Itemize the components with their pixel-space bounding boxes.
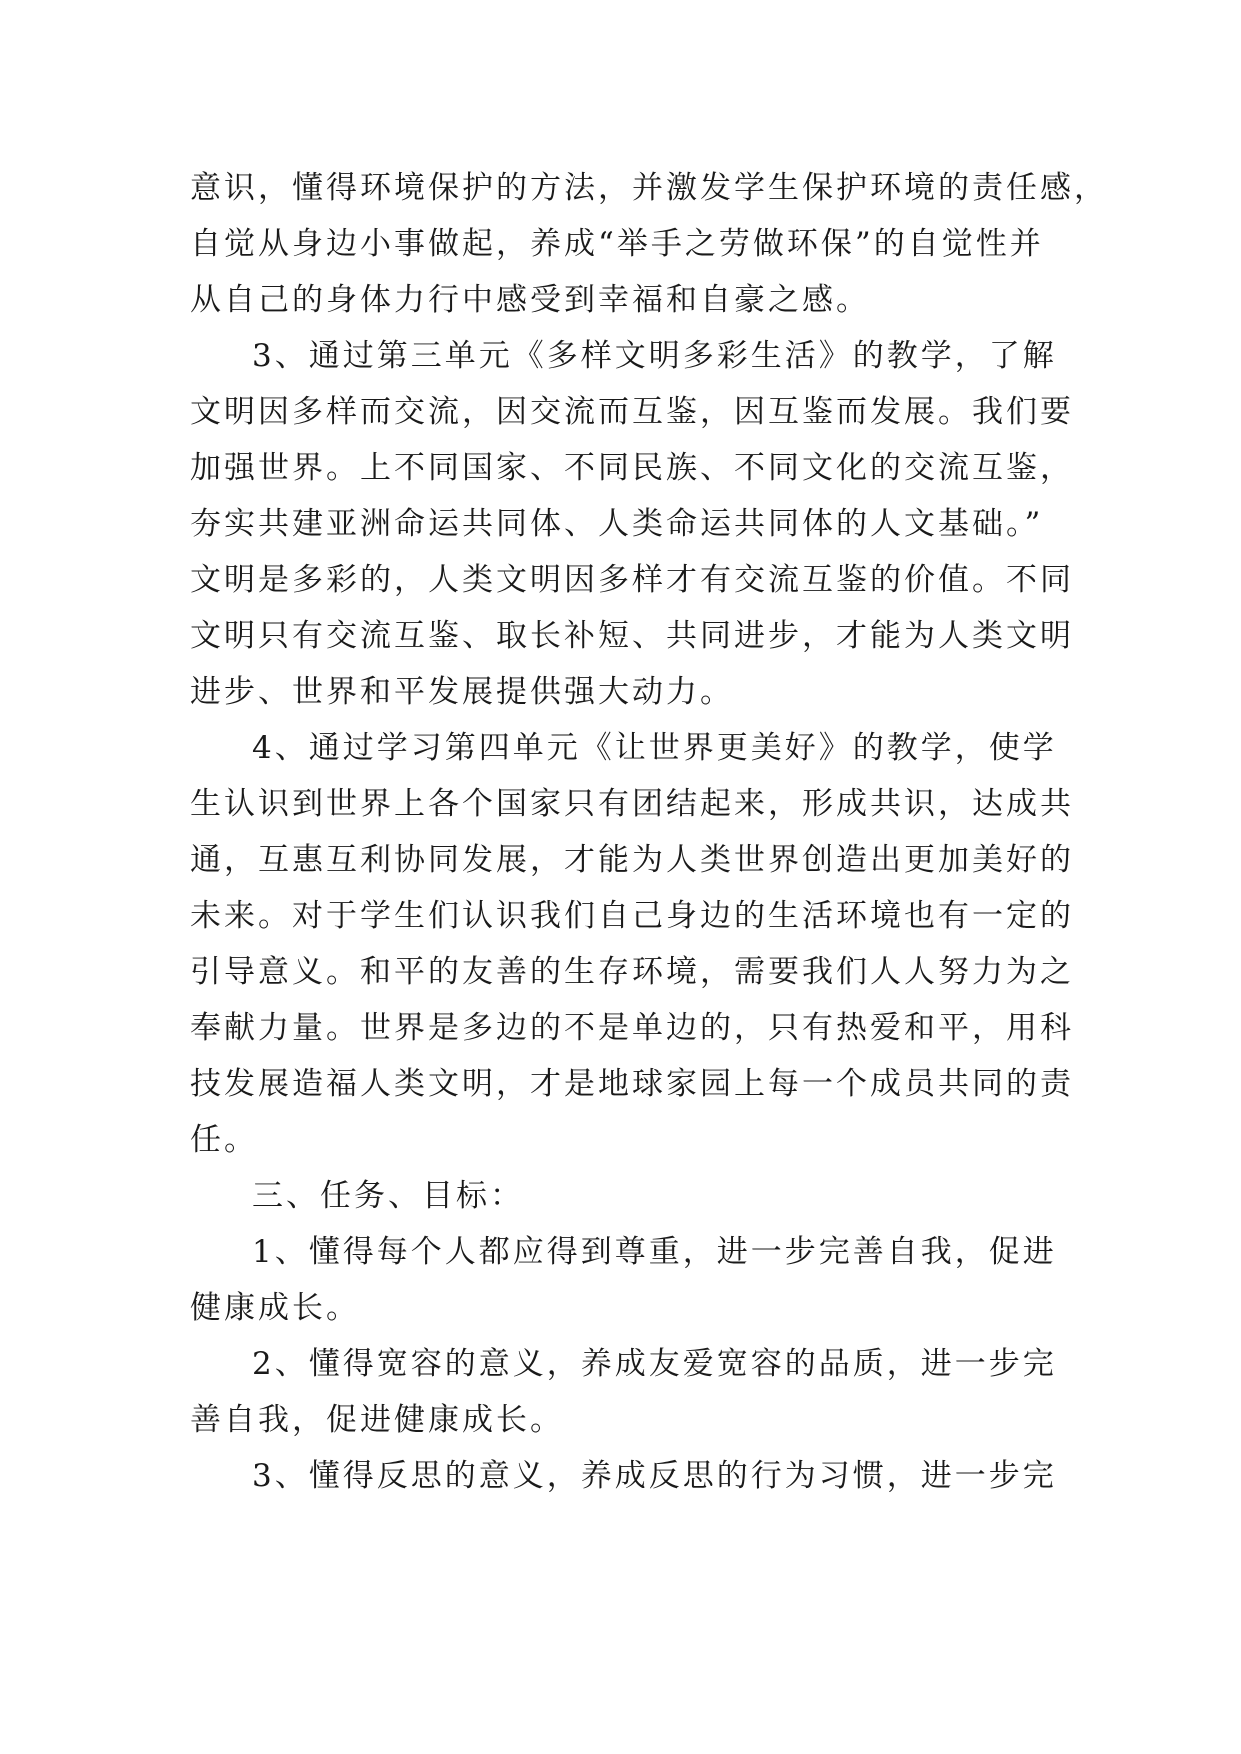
text-line: 文明只有交流互鉴、取长补短、共同进步，才能为人类文明 <box>190 618 1074 654</box>
text-line: 文明是多彩的，人类文明因多样才有交流互鉴的价值。不同 <box>190 562 1074 598</box>
text-line: 生认识到世界上各个国家只有团结起来，形成共识，达成共 <box>190 786 1074 822</box>
text-line: 从自己的身体力行中感受到幸福和自豪之感。 <box>190 282 870 318</box>
section-heading: 三、任务、目标： <box>252 1178 524 1214</box>
paragraph-start-line: 2、懂得宽容的意义，养成友爱宽容的品质，进一步完 <box>252 1346 1057 1382</box>
paragraph-start-line: 3、懂得反思的意义，养成反思的行为习惯，进一步完 <box>252 1458 1057 1494</box>
text-line: 善自我，促进健康成长。 <box>190 1402 564 1438</box>
text-line: 任。 <box>190 1122 258 1158</box>
paragraph-start-line: 1、懂得每个人都应得到尊重，进一步完善自我，促进 <box>252 1234 1057 1270</box>
text-line: 夯实共建亚洲命运共同体、人类命运共同体的人文基础。” <box>190 506 1044 542</box>
text-line: 进步、世界和平发展提供强大动力。 <box>190 674 734 710</box>
text-line: 通，互惠互利协同发展，才能为人类世界创造出更加美好的 <box>190 842 1074 878</box>
paragraph-start-line: 4、通过学习第四单元《让世界更美好》的教学，使学 <box>252 730 1057 766</box>
text-line: 健康成长。 <box>190 1290 360 1326</box>
text-line: 文明因多样而交流，因交流而互鉴，因互鉴而发展。我们要 <box>190 394 1074 430</box>
text-line: 奉献力量。世界是多边的不是单边的，只有热爱和平，用科 <box>190 1010 1074 1046</box>
document-body <box>190 160 1108 1504</box>
text-line: 自觉从身边小事做起，养成“举手之劳做环保”的自觉性并 <box>190 226 1044 262</box>
text-line: 意识，懂得环境保护的方法，并激发学生保护环境的责任感， <box>190 170 1108 206</box>
text-line: 引导意义。和平的友善的生存环境，需要我们人人努力为之 <box>190 954 1074 990</box>
text-line: 未来。对于学生们认识我们自己身边的生活环境也有一定的 <box>190 898 1074 934</box>
text-line: 加强世界。上不同国家、不同民族、不同文化的交流互鉴， <box>190 450 1074 486</box>
text-line: 技发展造福人类文明，才是地球家园上每一个成员共同的责 <box>190 1066 1074 1102</box>
paragraph-start-line: 3、通过第三单元《多样文明多彩生活》的教学，了解 <box>252 338 1057 374</box>
